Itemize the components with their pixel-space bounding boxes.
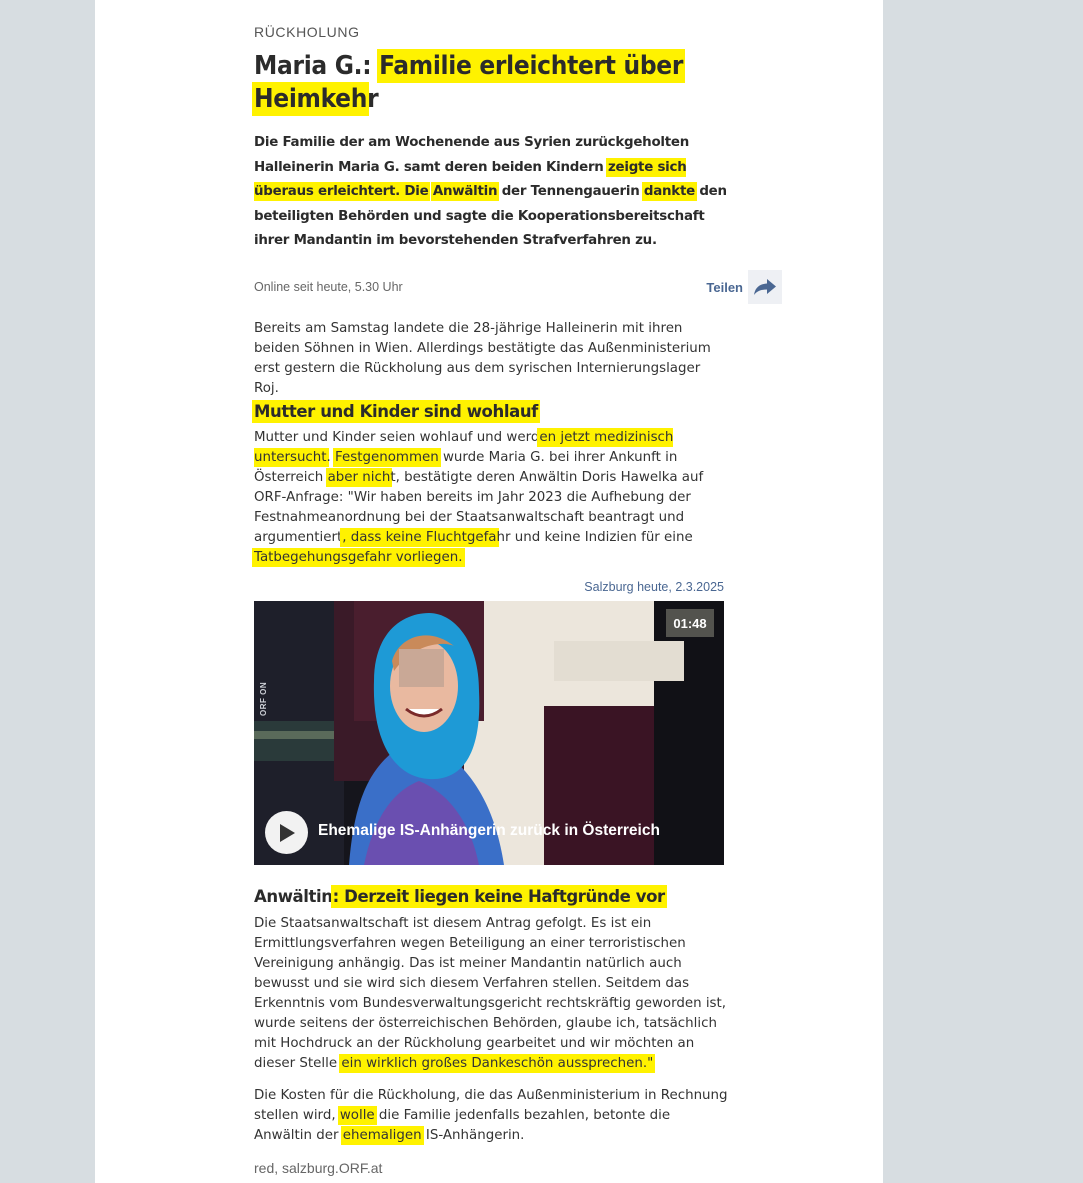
para-text: hr und keine Indizien für eine	[496, 530, 693, 545]
para-highlight: en jetzt medizinisch untersucht	[254, 430, 674, 465]
article-kicker: RÜCKHOLUNG	[254, 24, 360, 40]
share-arrow-icon[interactable]	[748, 270, 782, 304]
para-text: Die Kosten für die Rückholung, die das Außenministerium in Rechnung stellen wird,	[254, 1088, 728, 1123]
heading-highlight: Mutter und Kinder sind wohlauf	[254, 402, 538, 421]
online-since: Online seit heute, 5.30 Uhr	[254, 280, 403, 294]
video-caption: Ehemalige IS-Anhängerin zurück in Österreich	[318, 822, 660, 839]
lead-text: den beteiligten Behörden und sagte die Kooperationsbereitschaft ihrer Mandantin im bevorstehenden Strafverfahren zu.	[254, 184, 727, 248]
share-label[interactable]: Teilen	[706, 279, 743, 295]
orf-on-mark: ORF ON	[259, 681, 268, 716]
heading-highlight: : Derzeit liegen keine Haftgründe vor	[332, 887, 665, 906]
lead-text: der Tennengauerin	[497, 184, 644, 199]
title-part-name: Maria G.:	[254, 51, 380, 81]
title-highlight: Familie erleichtert über	[379, 51, 684, 81]
section-heading-1	[254, 402, 734, 421]
paragraph-3	[254, 914, 729, 1074]
heading-text: Anwältin	[254, 887, 333, 906]
share-button[interactable]	[706, 270, 782, 304]
video-player[interactable]	[254, 601, 724, 865]
para-text: .	[326, 450, 336, 465]
article-lead	[254, 131, 729, 254]
lead-highlight: zeigte sich überaus erleichtert. Die	[254, 159, 687, 199]
title-part-end: r	[367, 84, 379, 114]
lead-highlight: dankte	[643, 184, 695, 199]
article-source: red, salzburg.ORF.at	[254, 1160, 383, 1176]
title-highlight-2: Heimkeh	[254, 84, 368, 114]
section-heading-2	[254, 887, 734, 906]
article-title	[254, 50, 724, 116]
lead-text: Die Familie der am Wochenende aus Syrien zurückgeholten Halleinerin Maria G. samt deren beiden Kindern	[254, 135, 690, 175]
para-highlight: ein wirklich großes Dankeschön aussprechen."	[341, 1056, 654, 1071]
para-text: die Familie jedenfalls bezahlen, betonte die Anwältin der	[254, 1108, 671, 1143]
para-highlight: ehemaligen	[342, 1128, 422, 1143]
article-page	[95, 0, 883, 1183]
play-icon[interactable]	[265, 811, 308, 854]
para-text: t, bestätigte deren Anwältin Doris Hawelka auf ORF-Anfrage: "Wir haben bereits im Jahr 2023 die Aufhebung der Festnahmeanordnung bei der Staatsanwaltschaft beantragt und argumentiert	[254, 470, 704, 545]
para-highlight: aber nich	[327, 470, 391, 485]
article-meta-row	[254, 270, 782, 304]
para-highlight: wolle	[339, 1108, 375, 1123]
para-highlight: Festgenommen	[335, 450, 439, 465]
lead-highlight: Anwältin	[432, 184, 498, 199]
para-highlight: Tatbegehungsgefahr vorliegen.	[254, 550, 463, 565]
paragraph-2	[254, 428, 729, 568]
para-text: wurde Maria G. bei ihrer Ankunft in Österreich	[254, 450, 678, 485]
video-source-link[interactable]: Salzburg heute, 2.3.2025	[584, 580, 724, 594]
para-text: Mutter und Kinder seien wohlauf und werd	[254, 430, 540, 445]
para-text: IS-Anhängerin.	[421, 1128, 525, 1143]
paragraph-4	[254, 1086, 729, 1146]
para-text: Die Staatsanwaltschaft ist diesem Antrag gefolgt. Es ist ein Ermittlungsverfahren wegen Beteiligung an einer terroristischen Vereinigung anhängig. Das ist meiner Mandantin natürlich auch bewusst und sie wird sich diesem Verfahren stellen. Seitdem das Erkenntnis vom Bundesverwaltungsgericht rechtskräftig geworden ist, wurde seitens der österreichischen Behörden, glaube ich, tatsächlich mit Hochdruck an der Rückholung gearbeitet und wir möchten an dieser Stelle	[254, 916, 727, 1071]
para-highlight: , dass keine Fluchtgefa	[342, 530, 497, 545]
video-duration: 01:48	[666, 609, 714, 637]
paragraph-1: Bereits am Samstag landete die 28-jährige Halleinerin mit ihren beiden Söhnen in Wien. Allerdings bestätigte das Außenministerium erst gestern die Rückholung aus dem syrischen Internierungslager Roj.	[254, 321, 711, 396]
